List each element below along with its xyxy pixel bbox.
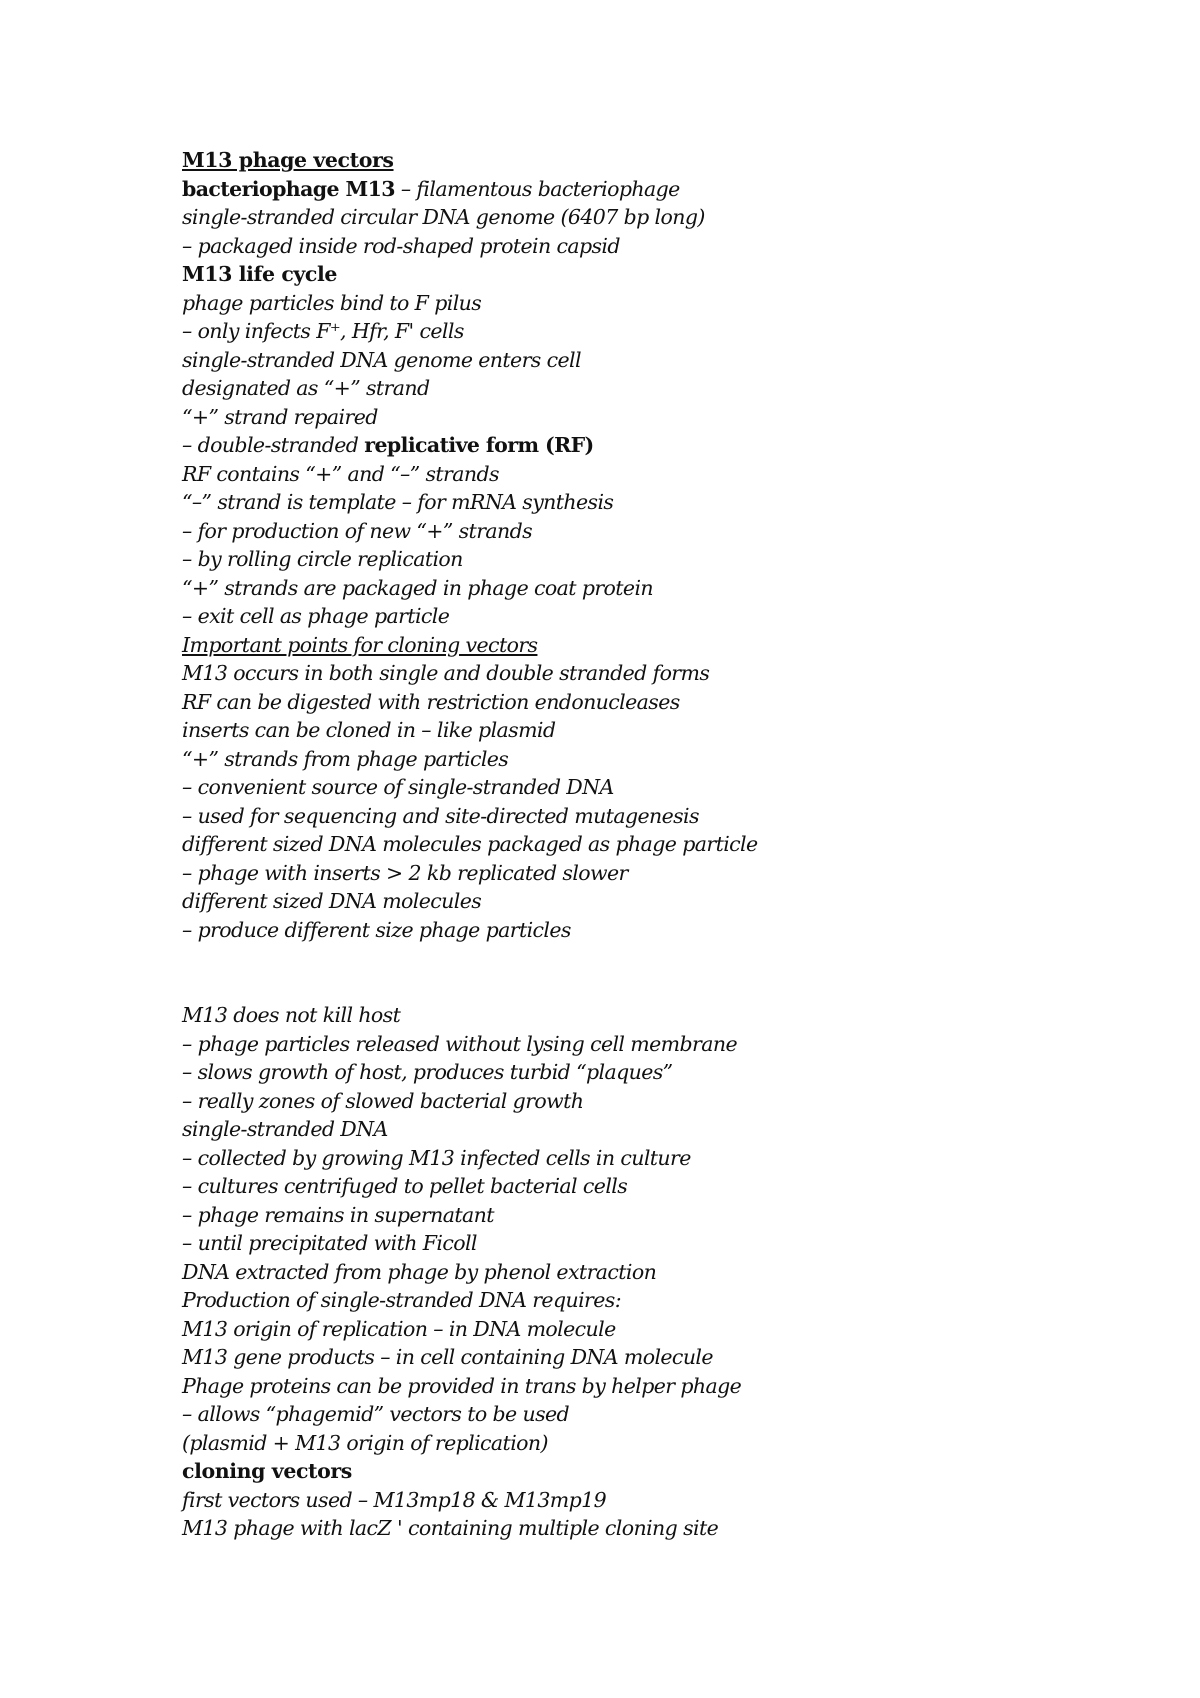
text-line: – phage remains in supernatant [182,1202,494,1227]
text-line: – phage with inserts > 2 kb replicated slower [182,860,628,885]
text-line: – phage particles released without lysing cell membrane [182,1031,737,1056]
text-line: designated as “+” strand [182,376,430,400]
section-heading-important-points: Important points for cloning vectors [182,632,538,657]
text-line: M13 phage with lacZ ' containing multiple cloning site [182,1516,719,1540]
text-line: M13 occurs in both single and double stranded forms [182,661,710,685]
text-line: – packaged inside rod-shaped protein capsid [182,233,620,258]
rf-term: replicative form (RF) [364,433,594,457]
text-line: – allows “phagemid” vectors to be used [182,1402,570,1426]
text-line: Phage proteins can be provided in trans by helper phage [182,1373,742,1398]
text-line: single-stranded DNA [182,1117,388,1141]
document-body [182,146,1142,1543]
text-line: M13 origin of replication – in DNA molecule [182,1316,616,1341]
text-line: – exit cell as phage particle [182,604,450,628]
text-line: first vectors used – M13mp18 & M13mp19 [182,1487,607,1512]
text-line: RF can be digested with restriction endonucleases [182,689,680,714]
text-line: – slows growth of host, produces turbid “plaques” [182,1060,673,1084]
text-line: (plasmid + M13 origin of replication) [182,1430,548,1455]
text-line: – produce different size phage particles [182,917,571,942]
text-line: M13 does not kill host [182,1003,401,1027]
text-line: M13 gene products – in cell containing DNA molecule [182,1345,713,1369]
text-line: – cultures centrifuged to pellet bacterial cells [182,1174,628,1198]
text-line: – only infects F⁺, Hfr, F' cells [182,319,464,343]
text-line: Production of single-stranded DNA requires: [182,1288,622,1312]
text-line: DNA extracted from phage by phenol extraction [182,1259,657,1284]
text-line: – until precipitated with Ficoll [182,1231,477,1255]
section-heading-life-cycle: M13 life cycle [182,262,338,286]
section-heading-cloning-vectors: cloning vectors [182,1459,352,1483]
text-line: different sized DNA molecules [182,889,482,913]
rf-line [182,431,1142,460]
text-line: – convenient source of single-stranded DNA [182,775,614,799]
text-line: “+” strands from phage particles [182,746,509,771]
text-line: single-stranded DNA genome enters cell [182,347,581,372]
paragraph-gap [182,944,1142,1001]
text-line: “–” strand is template – for mRNA synthesis [182,490,614,514]
text-line: inserts can be cloned in – like plasmid [182,718,556,742]
page-title: M13 phage vectors [182,148,394,172]
text-line: different sized DNA molecules packaged as phage particle [182,832,758,856]
text-line: – for production of new “+” strands [182,518,533,543]
rf-prefix: – double-stranded [182,433,365,457]
intro-line [182,175,1142,204]
text-line: – collected by growing M13 infected cells in culture [182,1145,691,1170]
text-line: – really zones of slowed bacterial growth [182,1088,584,1113]
intro-term: bacteriophage M13 [182,176,395,201]
text-line: “+” strands are packaged in phage coat protein [182,575,654,600]
text-line: phage particles bind to F pilus [182,290,482,315]
text-line: – by rolling circle replication [182,547,463,571]
intro-definition: – filamentous bacteriophage [394,176,680,201]
text-line: single-stranded circular DNA genome (6407 bp long) [182,205,705,229]
text-line: – used for sequencing and site-directed mutagenesis [182,803,699,828]
text-line: “+” strand repaired [182,404,378,429]
text-line: RF contains “+” and “–” strands [182,461,499,486]
